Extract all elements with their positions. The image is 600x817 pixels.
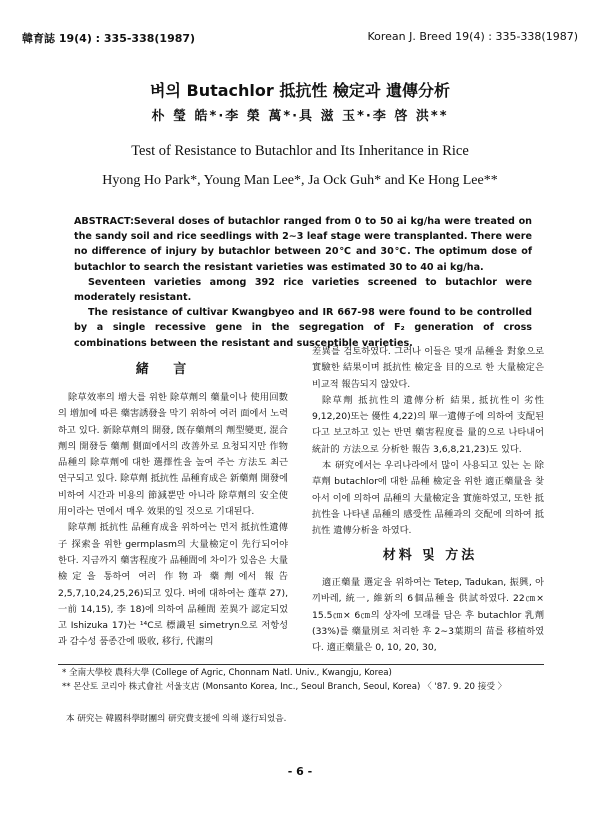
page-number: - 6 - bbox=[287, 765, 313, 778]
abstract-paragraph-2: Seventeen varieties among 392 rice varieties screened to butachlor were moderately resistant. bbox=[74, 276, 532, 304]
footnote-affiliation-1: * 全南大學校 農科大學 (College of Agric, Chonnam Natl. Univ., Kwangju, Korea) bbox=[62, 668, 392, 678]
authors-korean: 朴 瑩 皓*·李 榮 萬*·具 滋 玉*·李 啓 洪** bbox=[151, 109, 449, 124]
section-heading-introduction: 緒 言 bbox=[135, 362, 197, 377]
intro-paragraph-3: 差異를 검토하였다. 그러나 이들은 몇개 品種을 對象으로 實驗한 結果이며 抵抗性 檢定을 目的으로 한 大量檢定은 비교적 報告되지 않았다. bbox=[312, 346, 544, 390]
intro-paragraph-4: 除草劑 抵抗性의 遺傳分析 結果, 抵抗性이 劣性 9,12,20)또는 優性 4,22)의 單一遺傳子에 의하여 支配된다고 보고하고 있는 반면 藥害程度를 量的으로 나타내어 統計的 方法으로 分析한 報告 3,6,8,21,23)도 있다. bbox=[312, 394, 544, 455]
abstract bbox=[74, 214, 532, 351]
abstract-paragraph-3: The resistance of cultivar Kwangbyeo and IR 667-98 were found to be controlled by a single recessive gene in the segregation of F₂ generation of cross combinations between the resistant and susceptible varieties. bbox=[74, 307, 532, 349]
journal-header-left: 韓育誌 19(4) : 335-338(1987) bbox=[22, 32, 196, 45]
footnote-rule bbox=[58, 664, 544, 665]
intro-paragraph-5: 本 研究에서는 우리나라에서 많이 사용되고 있는 논 除草劑 butachlor에 대한 品種 檢定을 위한 適正藥量을 찾아서 이에 의하여 品種의 大量檢定을 實施하였고, 또한 抵抗性을 나타낸 品種의 感受性 品種과의 交配에 의하여 抵抗性 遺傳分析을 하였다. bbox=[312, 460, 544, 537]
intro-paragraph-2: 除草劑 抵抗性 品種育成을 위하여는 먼저 抵抗性遺傳子 探索을 위한 germplasm의 大量檢定이 先行되어야 한다. 지금까지 藥害程度가 品種間에 차이가 있음은 大量檢定을 통하여 여러 作物과 藥劑에서 報告 2,5,7,10,24,25,26)되고 있다. 벼에 대하여는 蓬草 27), 一前 14,15), 李 18)에 의하여 品種間 差異가 認定되었고 Ishizuka 17)는 ¹⁴C로 標識된 simetryn으로 저항성과 감수성 품종간에 吸收, 移行, 代謝의 bbox=[58, 522, 288, 648]
section-heading-methods: 材料 및 方法 bbox=[382, 548, 478, 563]
right-column-bottom bbox=[312, 575, 544, 654]
methods-paragraph-1: 適正藥量 選定을 위하여는 Tetep, Tadukan, 振興, 아끼바레, 統一, 維新의 6個品種을 供試하였다. 22㎝× 15.5㎝× 6㎝의 상자에 모래를 담은 후 butachlor 乳劑(33%)를 藥量別로 처리한 후 2∼3葉期의 苗를 移植하였다. 適正藥量은 0, 10, 20, 30, bbox=[312, 577, 544, 654]
abstract-paragraph-1: ABSTRACT:Several doses of butachlor ranged from 0 to 50 ai kg/ha were treated on the sandy soil and rice seedlings with 2∼3 leaf stage were transplanted. There were no difference of injury by butachlor between 20℃ and 30℃. The optimum dose of butachlor to search the resistant varieties was estimated 30 to 40 ai kg/ha. bbox=[74, 216, 532, 273]
footnote-affiliation-2: ** 몬산토 코리아 株式會社 서울支店 (Monsanto Korea, Inc., Seoul Branch, Seoul, Korea) 〈 '87. 9. 20 接受 〉 bbox=[62, 682, 507, 692]
funding-note: 本 研究는 韓國科學財團의 研究費支援에 의해 遂行되었음. bbox=[66, 714, 287, 724]
footnotes bbox=[62, 666, 547, 694]
right-column-top bbox=[312, 344, 544, 537]
authors-english: Hyong Ho Park*, Young Man Lee*, Ja Ock Guh* and Ke Hong Lee** bbox=[102, 173, 498, 188]
title-korean: 벼의 Butachlor 抵抗性 檢定과 遺傳分析 bbox=[150, 81, 450, 100]
journal-header-right: Korean J. Breed 19(4) : 335-338(1987) bbox=[367, 30, 578, 43]
intro-paragraph-1: 除草效率의 增大를 위한 除草劑의 藥量이나 使用回數의 增加에 따른 藥害誘發을 막기 위하여 여러 面에서 노력하고 있다. 新除草劑의 開發, 旣存藥劑의 劑型變更, 混合劑의 開發등 藥劑 側面에서의 改善外로 요청되지만 作物品種의 除草劑에 대한 選擇性을 높여 주는 方法도 최근 연구되고 있다. 除草劑 抵抗性 品種育成은 新藥劑 開發에 비하여 시간과 비용의 節減뿐만 아니라 除草劑의 安全使用이라는 면에서 매우 效果的일 것으로 기대된다. bbox=[58, 392, 288, 518]
title-english: Test of Resistance to Butachlor and Its Inheritance in Rice bbox=[131, 143, 469, 159]
